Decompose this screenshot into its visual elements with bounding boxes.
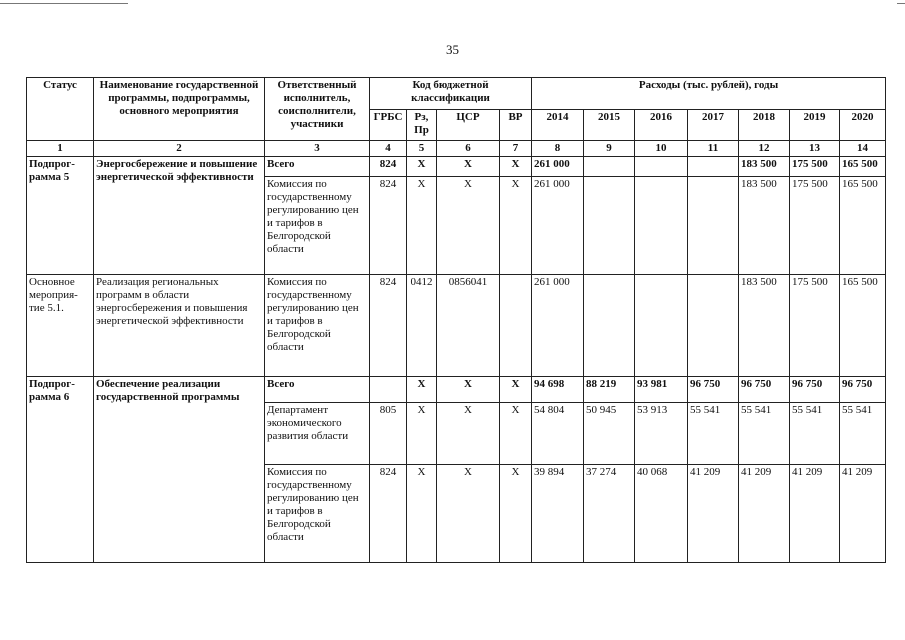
cell-grbs: 824 bbox=[370, 157, 407, 177]
column-number: 12 bbox=[739, 141, 790, 157]
cell-vr: X bbox=[500, 403, 532, 465]
row-executor: Всего bbox=[265, 157, 370, 177]
header-grbs: ГРБС bbox=[370, 109, 407, 141]
cell-2019: 175 500 bbox=[790, 275, 840, 377]
cell-rz: X bbox=[407, 465, 437, 563]
cell-2016 bbox=[635, 275, 688, 377]
header-year: 2020 bbox=[840, 109, 886, 141]
column-number: 6 bbox=[437, 141, 500, 157]
cell-grbs bbox=[370, 377, 407, 403]
cell-csr: 0856041 bbox=[437, 275, 500, 377]
column-number: 14 bbox=[840, 141, 886, 157]
table-row bbox=[27, 157, 886, 177]
cell-2017 bbox=[688, 157, 739, 177]
header-year: 2016 bbox=[635, 109, 688, 141]
cell-vr: X bbox=[500, 465, 532, 563]
cell-csr: X bbox=[437, 403, 500, 465]
cell-2016: 40 068 bbox=[635, 465, 688, 563]
header-year: 2014 bbox=[532, 109, 584, 141]
cell-2016 bbox=[635, 177, 688, 275]
cell-2017 bbox=[688, 275, 739, 377]
row-name: Реализация региональных программ в области энергосбережения и повышения энергетической эффективности bbox=[94, 275, 265, 377]
column-number: 3 bbox=[265, 141, 370, 157]
row-name: Энергосбережение и повышение энергетической эффективности bbox=[94, 157, 265, 275]
cell-2016 bbox=[635, 157, 688, 177]
cell-2019: 175 500 bbox=[790, 157, 840, 177]
cell-2018: 96 750 bbox=[739, 377, 790, 403]
cell-2016: 53 913 bbox=[635, 403, 688, 465]
header-status: Статус bbox=[27, 78, 94, 141]
cell-vr: X bbox=[500, 157, 532, 177]
cell-2020: 165 500 bbox=[840, 275, 886, 377]
cell-2014: 94 698 bbox=[532, 377, 584, 403]
cell-2018: 183 500 bbox=[739, 275, 790, 377]
header-executor: Ответственный исполнитель, соисполнители, участники bbox=[265, 78, 370, 141]
cell-rz: 0412 bbox=[407, 275, 437, 377]
column-number: 2 bbox=[94, 141, 265, 157]
row-executor: Комиссия по государственному регулированию цен и тарифов в Белгородской области bbox=[265, 275, 370, 377]
cell-2014: 261 000 bbox=[532, 275, 584, 377]
cell-vr bbox=[500, 275, 532, 377]
cell-2019: 41 209 bbox=[790, 465, 840, 563]
cell-2014: 54 804 bbox=[532, 403, 584, 465]
header-year: 2017 bbox=[688, 109, 739, 141]
cell-2019: 55 541 bbox=[790, 403, 840, 465]
header-rz-pr: Рз, Пр bbox=[407, 109, 437, 141]
header-expenses: Расходы (тыс. рублей), годы bbox=[532, 78, 886, 110]
cell-2020: 41 209 bbox=[840, 465, 886, 563]
cell-grbs: 824 bbox=[370, 177, 407, 275]
cell-2018: 41 209 bbox=[739, 465, 790, 563]
row-name: Обеспечение реализации государственной программы bbox=[94, 377, 265, 563]
cell-2020: 55 541 bbox=[840, 403, 886, 465]
column-number: 4 bbox=[370, 141, 407, 157]
page-number: 35 bbox=[446, 42, 459, 57]
cell-csr: X bbox=[437, 377, 500, 403]
header-row-main bbox=[27, 78, 886, 110]
cell-2019: 175 500 bbox=[790, 177, 840, 275]
column-number: 11 bbox=[688, 141, 739, 157]
row-executor: Комиссия по государственному регулированию цен и тарифов в Белгородской области bbox=[265, 177, 370, 275]
cell-2015: 37 274 bbox=[584, 465, 635, 563]
cell-2018: 183 500 bbox=[739, 157, 790, 177]
cell-2014: 261 000 bbox=[532, 157, 584, 177]
column-number: 8 bbox=[532, 141, 584, 157]
header-name: Наименование государственной программы, подпрограммы, основного мероприятия bbox=[94, 78, 265, 141]
cell-grbs: 824 bbox=[370, 275, 407, 377]
cell-vr: X bbox=[500, 377, 532, 403]
cell-2015 bbox=[584, 157, 635, 177]
column-number: 13 bbox=[790, 141, 840, 157]
cell-2016: 93 981 bbox=[635, 377, 688, 403]
column-number: 1 bbox=[27, 141, 94, 157]
cell-2020: 165 500 bbox=[840, 177, 886, 275]
cell-2020: 96 750 bbox=[840, 377, 886, 403]
cell-rz: X bbox=[407, 157, 437, 177]
column-number: 5 bbox=[407, 141, 437, 157]
top-rule-right bbox=[897, 3, 905, 4]
cell-grbs: 824 bbox=[370, 465, 407, 563]
top-rule-left bbox=[0, 3, 128, 4]
cell-2019: 96 750 bbox=[790, 377, 840, 403]
cell-rz: X bbox=[407, 177, 437, 275]
column-number-row bbox=[27, 141, 886, 157]
cell-2017: 96 750 bbox=[688, 377, 739, 403]
column-number: 7 bbox=[500, 141, 532, 157]
cell-csr: X bbox=[437, 465, 500, 563]
row-status: Подпрог-рамма 6 bbox=[27, 377, 94, 563]
header-year: 2018 bbox=[739, 109, 790, 141]
cell-2018: 55 541 bbox=[739, 403, 790, 465]
header-year: 2015 bbox=[584, 109, 635, 141]
header-year: 2019 bbox=[790, 109, 840, 141]
header-budget-code: Код бюджетной классификации bbox=[370, 78, 532, 110]
cell-csr: X bbox=[437, 177, 500, 275]
cell-csr: X bbox=[437, 157, 500, 177]
cell-2015 bbox=[584, 177, 635, 275]
cell-2017: 55 541 bbox=[688, 403, 739, 465]
cell-grbs: 805 bbox=[370, 403, 407, 465]
column-number: 10 bbox=[635, 141, 688, 157]
cell-2014: 39 894 bbox=[532, 465, 584, 563]
column-number: 9 bbox=[584, 141, 635, 157]
cell-2015 bbox=[584, 275, 635, 377]
cell-2015: 88 219 bbox=[584, 377, 635, 403]
row-status: Подпрог-рамма 5 bbox=[27, 157, 94, 275]
cell-2020: 165 500 bbox=[840, 157, 886, 177]
cell-2017 bbox=[688, 177, 739, 275]
table-row bbox=[27, 275, 886, 377]
cell-vr: X bbox=[500, 177, 532, 275]
row-executor: Всего bbox=[265, 377, 370, 403]
row-executor: Комиссия по государственному регулированию цен и тарифов в Белгородской области bbox=[265, 465, 370, 563]
header-csr: ЦСР bbox=[437, 109, 500, 141]
cell-2015: 50 945 bbox=[584, 403, 635, 465]
cell-2017: 41 209 bbox=[688, 465, 739, 563]
cell-rz: X bbox=[407, 403, 437, 465]
budget-table bbox=[26, 77, 886, 563]
cell-rz: X bbox=[407, 377, 437, 403]
row-status: Основное мероприя-тие 5.1. bbox=[27, 275, 94, 377]
header-vr: ВР bbox=[500, 109, 532, 141]
table-row bbox=[27, 377, 886, 403]
cell-2014: 261 000 bbox=[532, 177, 584, 275]
row-executor: Департамент экономического развития области bbox=[265, 403, 370, 465]
cell-2018: 183 500 bbox=[739, 177, 790, 275]
